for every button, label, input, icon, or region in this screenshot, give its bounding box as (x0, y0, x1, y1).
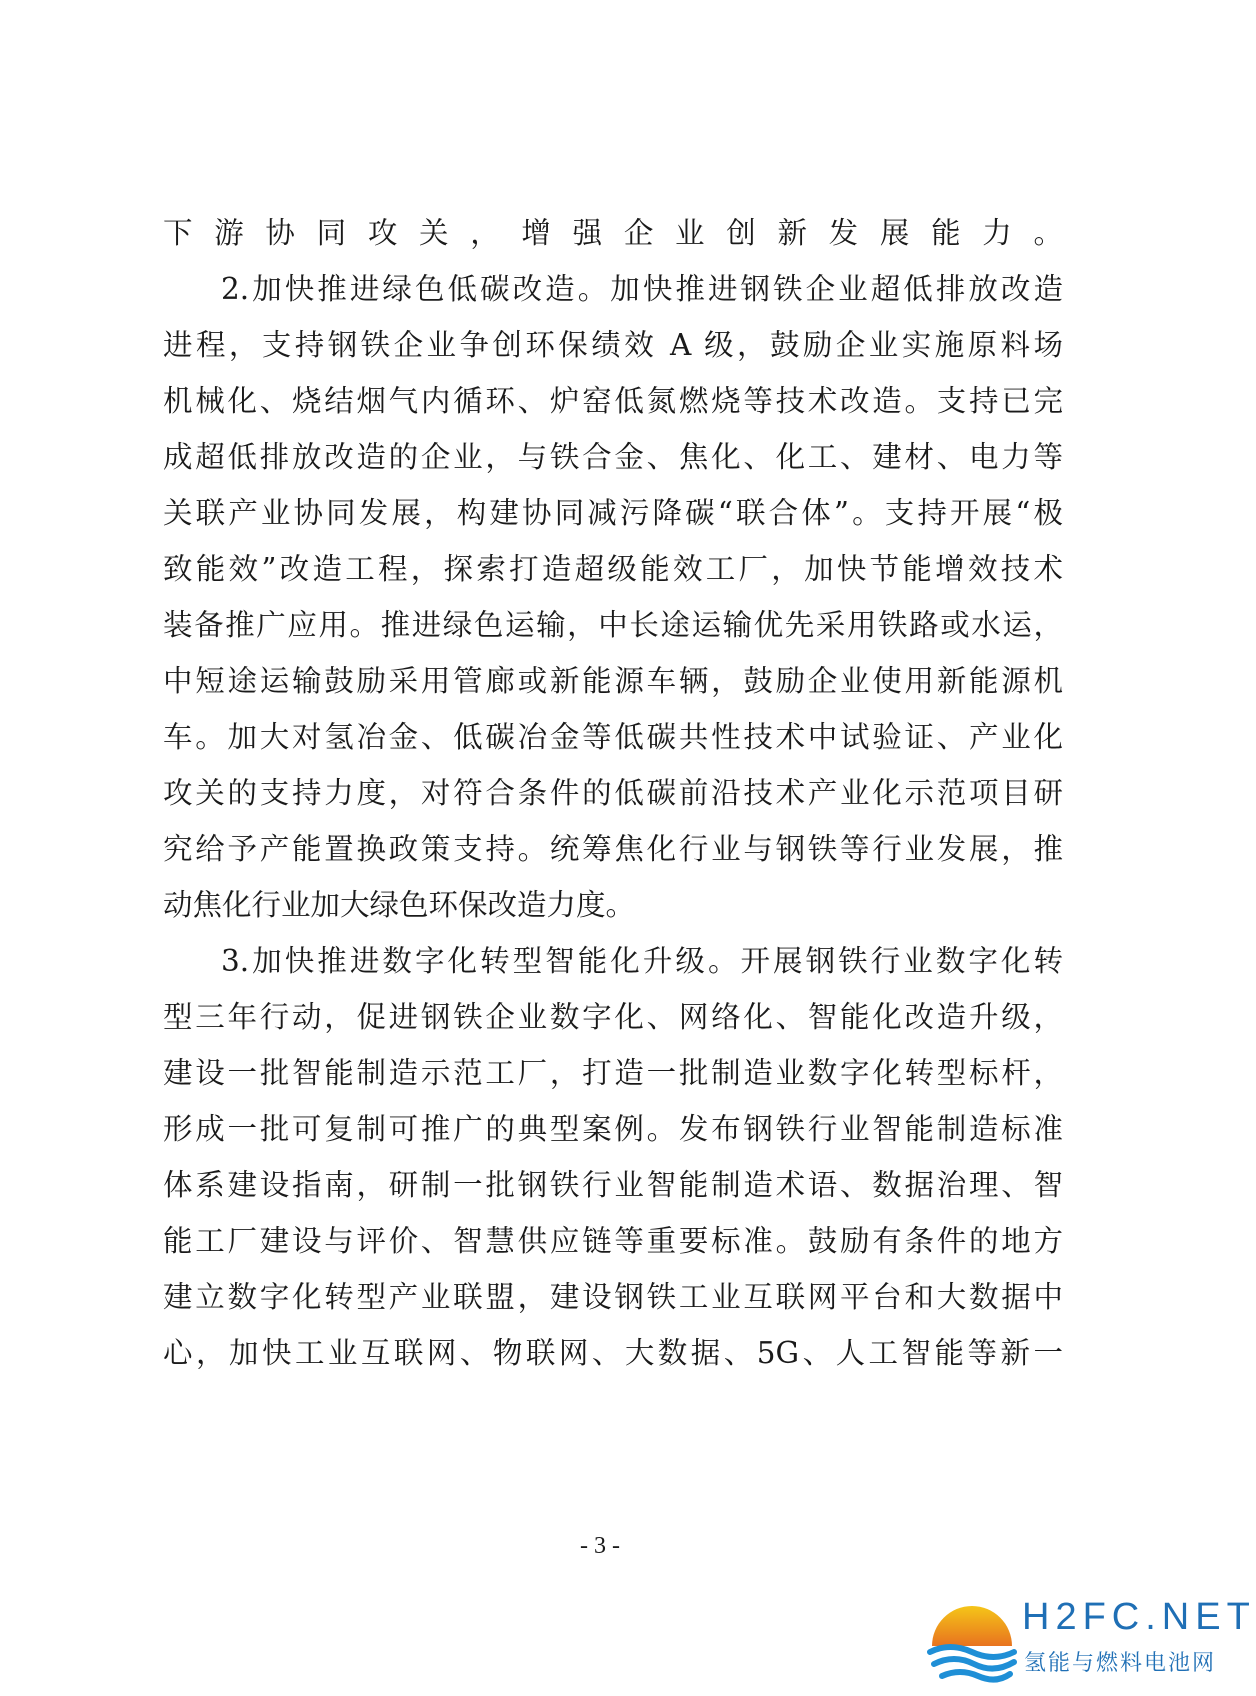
text-line: 关联产业协同发展，构建协同减污降碳“联合体”。支持开展“极 (163, 496, 1063, 530)
text-line: 机械化、烧结烟气内循环、炉窑低氮燃烧等技术改造。支持已完 (163, 384, 1063, 418)
text-line: 中短途运输鼓励采用管廊或新能源车辆，鼓励企业使用新能源机 (163, 664, 1063, 698)
text-line: 下游协同攻关，增强企业创新发展能力。 (163, 216, 1063, 250)
text-line: 成超低排放改造的企业，与铁合金、焦化、化工、建材、电力等 (163, 440, 1063, 474)
text-line: 心，加快工业互联网、物联网、大数据、5G、人工智能等新一 (163, 1336, 1063, 1370)
text-line: 型三年行动，促进钢铁企业数字化、网络化、智能化改造升级， (163, 1000, 1063, 1034)
text-line: 体系建设指南，研制一批钢铁行业智能制造术语、数据治理、智 (163, 1168, 1063, 1202)
page-number: - 3 - (580, 1533, 620, 1559)
text-line: 攻关的支持力度，对符合条件的低碳前沿技术产业化示范项目研 (163, 776, 1063, 810)
watermark-brand: H2FC.NET (1022, 1596, 1256, 1638)
watermark-tagline: 氢能与燃料电池网 (1024, 1651, 1217, 1676)
text-line: 究给予产能置换政策支持。统筹焦化行业与钢铁等行业发展，推 (163, 832, 1063, 866)
sun-over-waves-icon (922, 1590, 1022, 1686)
text-line: 建立数字化转型产业联盟，建设钢铁工业互联网平台和大数据中 (163, 1280, 1063, 1314)
text-line: 装备推广应用。推进绿色运输，中长途运输优先采用铁路或水运， (163, 608, 1063, 642)
text-line: 车。加大对氢冶金、低碳冶金等低碳共性技术中试验证、产业化 (163, 720, 1063, 754)
site-watermark (922, 1590, 1256, 1686)
text-line: 进程，支持钢铁企业争创环保绩效 A 级，鼓励企业实施原料场 (163, 328, 1063, 362)
text-line: 2.加快推进绿色低碳改造。加快推进钢铁企业超低排放改造 (221, 272, 1063, 306)
text-line: 动焦化行业加大绿色环保改造力度。 (163, 888, 636, 922)
text-line: 建设一批智能制造示范工厂，打造一批制造业数字化转型标杆， (163, 1056, 1063, 1090)
text-line: 能工厂建设与评价、智慧供应链等重要标准。鼓励有条件的地方 (163, 1224, 1063, 1258)
text-line: 形成一批可复制可推广的典型案例。发布钢铁行业智能制造标准 (163, 1112, 1063, 1146)
text-line: 致能效”改造工程，探索打造超级能效工厂，加快节能增效技术 (163, 552, 1063, 586)
text-line: 3.加快推进数字化转型智能化升级。开展钢铁行业数字化转 (221, 944, 1063, 978)
